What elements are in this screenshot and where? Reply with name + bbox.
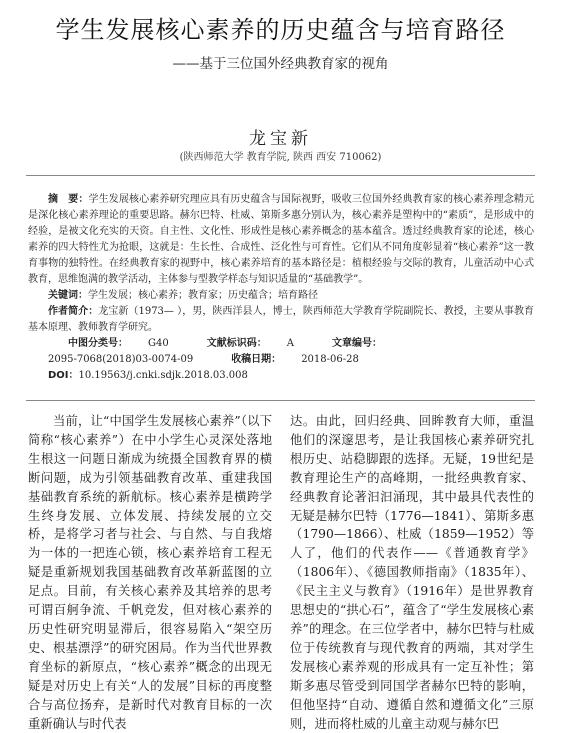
body-right-column [290, 412, 534, 733]
bottom-divider [26, 400, 535, 401]
doi-label: DOI： [48, 370, 79, 381]
author-name: 龙宝新 [249, 129, 312, 149]
clc-label: 中图分类号： [68, 338, 128, 349]
received-date-label: 收稿日期： [231, 354, 282, 365]
keywords-text: 学生发展；核心素养；教育家；历史蕴含；培育路径 [88, 290, 318, 301]
article-title: 学生发展核心素养的历史蕴含与培育路径 [55, 16, 506, 44]
abstract-paragraph [28, 192, 534, 288]
article-number-value: 2095-7068(2018)03-0074-09 [48, 354, 194, 365]
doi-value[interactable]: 10.19563/j.cnki.sdjk.2018.03.008 [78, 370, 248, 381]
body-left-text: 当前，让“中国学生发展核心素养”（以下简称“核心素养”）在中小学生心灵深处落地生根这一问题日渐成为统摄全国教育界的横断问题，成为引领基础教育改革、重建我国基础教育系统的新航标。核心素养是横跨学生终身发展、立体发展、持续发展的立交桥，是将学习者与社会、与自然、与自我熔为一体的一把连心锁，核心素养培育工程无疑是重新规划我国基础教育改革新蓝图的立足点。目前，有关核心素养及其培养的思考可谓百舸争流、千帆竞发，但对核心素养的历史性研究明显滞后，很容易陷入“架空历史、根基漂浮”的研究困局。作为当代世界教育坐标的新原点，“核心素养”概念的出现无疑是对历史上有关“人的发展”目标的再度整合与高位扬弃，是新时代对教育目标的一次重新确认与时代表 [28, 414, 272, 731]
keywords-paragraph [28, 288, 534, 304]
doc-code-label: 文献标识码： [206, 338, 267, 349]
doi-paragraph [28, 368, 534, 384]
abstract-label: 摘 要： [48, 194, 89, 205]
body-left-column [28, 412, 272, 733]
abstract-block [28, 192, 534, 384]
article-subtitle: ——基于三位国外经典教育家的视角 [172, 56, 389, 72]
abstract-text: 学生发展核心素养研究理应具有历史蕴含与国际视野，吸收三位国外经典教育家的核心素养理念精元是深化核心素养理论的重要思路。赫尔巴特、杜威、第斯多惠分别认为，核心素养是塑构中的“素质”，是形成中的经验，是被文化充实的天资。自主性、文化性、形成性是核心素养概念的基本蕴含。透过经典教育家的论述，核心素养的四大特性尤为抢眼，这就是：生长性、合成性、泛化性与可育性。它们从不同角度彰显着“核心素养”这一教育事物的独特性。在经典教育家的视野中，核心素养培育的基本路径是：植根经验与交际的教育，儿童活动中心式教育，思维饱满的教学活动，主体参与型教学样态与知识适量的“基础教学”。 [28, 194, 535, 285]
author-intro-paragraph [28, 304, 534, 336]
author-intro-text: 龙宝新（1973— ），男，陕西洋县人，博士，陕西师范大学教育学院副院长、教授，主要从事教育基本原理、教师教育学研究。 [28, 306, 534, 333]
top-divider [26, 175, 535, 176]
author-intro-label: 作者简介： [48, 306, 99, 317]
received-date-value: 2018-06-28 [301, 354, 359, 365]
keywords-label: 关键词： [48, 290, 88, 301]
classification-row [28, 336, 534, 368]
clc-value: G40 [148, 338, 169, 349]
doc-code-value: A [286, 338, 294, 349]
author-affiliation: (陕西师范大学 教育学院, 陕西 西安 710062) [179, 152, 382, 163]
article-number-label: 文章编号： [331, 338, 382, 349]
body-right-text: 达。由此，回归经典、回眸教育大师，重温他们的深邃思考，是让我国核心素养研究扎根历史、站稳脚跟的选择。无疑，19世纪是教育理论生产的高峰期，一批经典教育家、经典教育论著汩汩涌现，其中最具代表性的无疑是赫尔巴特（1776—1841）、第斯多惠（1790—1866）、杜威（1859—1952）等人了，他们的代表作——《普通教育学》（1806年）、《德国教师指南》（1835年）、《民主主义与教育》（1916年）是世界教育思想史的“拱心石”，蕴含了“学生发展核心素养”的理念。在三位学者中，赫尔巴特与杜威位于传统教育与现代教育的两端，其对学生发展核心素养观的形成具有一定互补性；第斯多惠尽管受到同国学者赫尔巴特的影响，但他坚持“自动、遵循自然和遵循文化”三原则，进而将杜威的儿童主动观与赫尔巴 [290, 414, 534, 731]
